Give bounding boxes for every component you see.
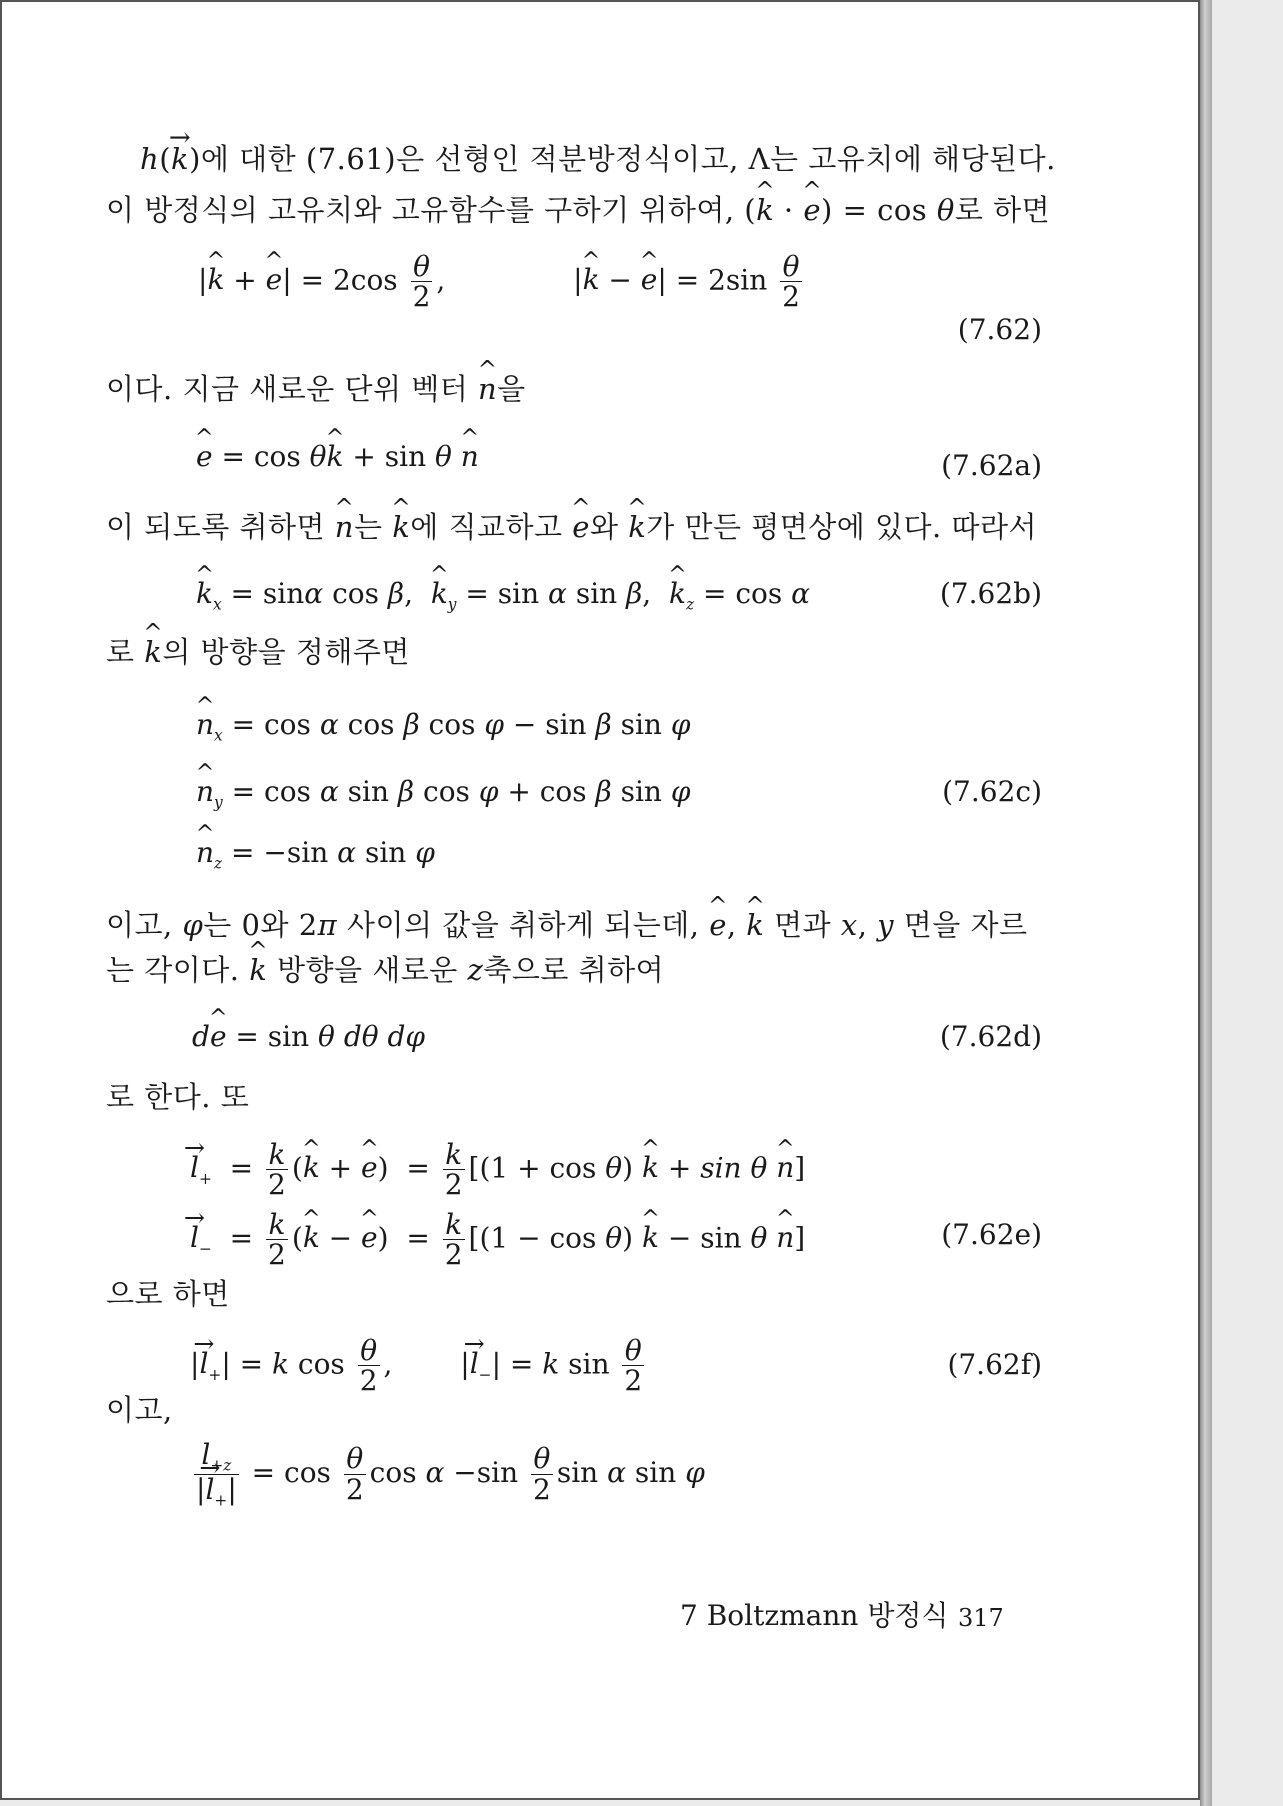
equation-7-62e-line-2: → $l_-$ = $\frac{k}{2}$ (^ k − ^ e) = $\frac{k}{2}$ [(1 − cos θ) ^ k − sin θ ^ n] bbox=[190, 1210, 805, 1270]
paragraph-1-line-1: h(→ k)에 대한 (7.61)은 선형인 적분방정식이고, Λ는 고유치에 해당된다. bbox=[140, 145, 1056, 174]
equation-7-62: |^ k + ^ e| = 2cos $\frac{\theta}{2}$ , |^ k − ^ e| = 2sin $\frac{\theta}{2}$ bbox=[198, 252, 806, 312]
paragraph-3: 이 되도록 취하면 ^ n는 ^ k에 직교하고 ^ e와 ^ k가 만든 평면상에 있다. 따라서 bbox=[106, 513, 1037, 542]
equation-number-7-62c: (7.62c) bbox=[942, 775, 1042, 808]
paragraph-6: 로 한다. 또 bbox=[106, 1080, 250, 1114]
running-footer-chapter: 7 Boltzmann 방정식 bbox=[680, 1599, 949, 1632]
paragraph-7: 으로 하면 bbox=[106, 1277, 230, 1311]
paragraph-4: 로 ^ k의 방향을 정해주면 bbox=[106, 638, 410, 667]
equation-7-62c-line-1: ^ $n_x = \cos \alpha$ cos β cos φ − sin β sin φ bbox=[196, 711, 690, 744]
equation-number-7-62a: (7.62a) bbox=[941, 449, 1042, 482]
paragraph-5-line-2: 는 각이다. ^ k 방향을 새로운 z축으로 취하여 bbox=[106, 956, 664, 985]
equation-7-62d: d^ e = sin θ dθ dφ bbox=[192, 1023, 425, 1051]
equation-7-62f: |→ $l_+| = k$ cos $\frac{\theta}{2}$ , |→ $l_-| = k$ sin $\frac{\theta}{2}$ bbox=[190, 1336, 648, 1396]
page-binding-edge bbox=[1200, 0, 1212, 1806]
page-number: 317 bbox=[958, 1604, 1004, 1632]
paragraph-8: 이고, bbox=[106, 1393, 173, 1427]
paragraph-5-line-1: 이고, φ는 0와 2π 사이의 값을 취하게 되는데, ^ e, ^ k 면과 x, y 면을 자르 bbox=[106, 911, 1028, 940]
equation-7-62b: ^ $k_x = \sin\alpha$ cos β, ^ $k_y = \sin \alpha$ sin β, ^ $k_z = \cos \alpha$ bbox=[196, 580, 810, 613]
equation-number-7-62d: (7.62d) bbox=[939, 1020, 1042, 1053]
equation-number-7-62b: (7.62b) bbox=[939, 577, 1042, 610]
equation-7-62c-line-3: ^ $n_z = -\sin$ α sin φ bbox=[196, 839, 435, 872]
paragraph-2: 이다. 지금 새로운 단위 벡터 ^ n을 bbox=[106, 375, 526, 404]
equation-7-62e-line-1: → $l_+$ = $\frac{k}{2}$ (^ k + ^ e) = $\frac{k}{2}$ [(1 + cos θ) ^ k + sin θ ^ n] bbox=[190, 1140, 805, 1200]
equation-number-7-62f: (7.62f) bbox=[947, 1348, 1042, 1381]
equation-number-7-62e: (7.62e) bbox=[941, 1218, 1042, 1251]
equation-number-7-62: (7.62) bbox=[957, 313, 1042, 346]
paragraph-1-line-2: 이 방정식의 고유치와 고유함수를 구하기 위하여, (^ k · ^ e) = cos θ로 하면 bbox=[106, 196, 1050, 225]
equation-direction-cosine: $\frac{l_{+z}}{|\to l_+|}$ = cos $\frac{\theta}{2}$ cos α −sin $\frac{\theta}{2}$ sin α sin φ bbox=[190, 1440, 705, 1509]
equation-7-62c-line-2: ^ $n_y = \cos \alpha$ sin β cos φ + cos β sin φ bbox=[196, 778, 690, 811]
equation-7-62a: ^ e = cos θ^ k + sin θ ^ n bbox=[196, 443, 479, 471]
